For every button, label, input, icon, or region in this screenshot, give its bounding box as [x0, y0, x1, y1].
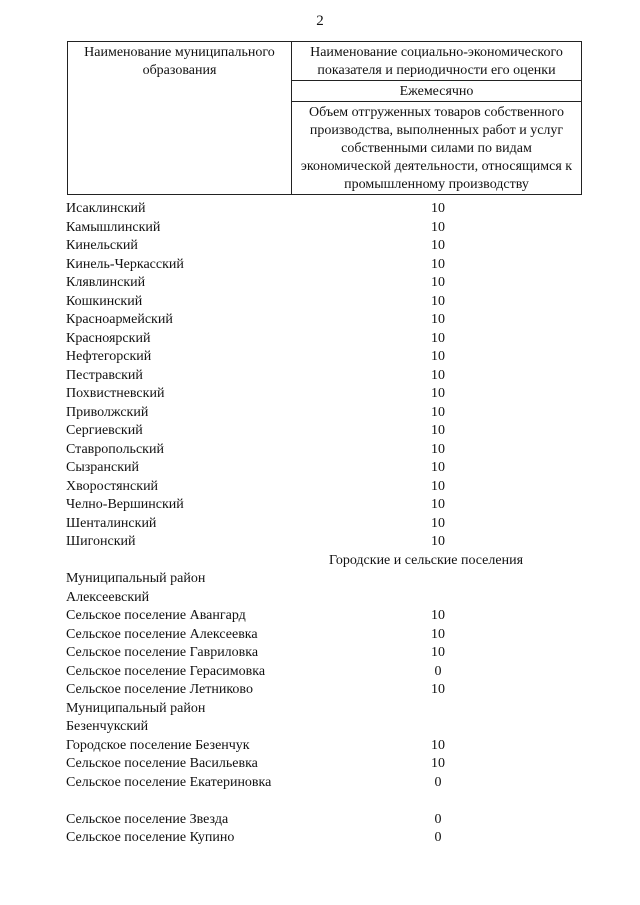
row-name: Шенталинский [66, 515, 157, 531]
row-name: Сельское поселение Герасимовка [66, 663, 266, 679]
row-value: 10 [431, 404, 445, 420]
table-row [66, 293, 586, 312]
row-value: 10 [431, 238, 445, 253]
table-row [66, 256, 586, 275]
row-value: 0 [434, 811, 442, 827]
header-indicator-title: Наименование социально-экономического показателя и периодичности его оценки [310, 45, 563, 78]
table-row [66, 533, 586, 552]
table-row [66, 515, 586, 534]
group-heading-line2: Безенчукский [66, 719, 149, 734]
row-name: Пестравский [66, 367, 143, 383]
row-name: Кошкинский [66, 293, 143, 309]
table-row [66, 311, 586, 330]
table-row [66, 829, 586, 848]
row-value: 10 [431, 330, 445, 346]
header-periodicity-cell [292, 81, 582, 102]
row-name: Сергиевский [66, 423, 143, 438]
row-name: Похвистневский [66, 386, 165, 401]
row-value: 10 [431, 497, 445, 512]
table-row [66, 441, 586, 460]
row-value: 10 [431, 219, 445, 235]
table-row [66, 200, 586, 219]
row-name: Сельское поселение Васильевка [66, 756, 258, 771]
row-name: Нефтегорский [66, 349, 152, 364]
row-value: 10 [431, 534, 445, 549]
table-row [66, 422, 586, 441]
row-name: Хворостянский [66, 478, 159, 494]
row-value: 10 [431, 201, 445, 216]
row-value: 10 [431, 349, 445, 364]
header-municipality-label: Наименование муниципального образования [84, 45, 275, 78]
row-name: Камышлинский [66, 219, 161, 235]
row-name: Сызранский [66, 460, 139, 475]
section-title-row [66, 552, 586, 571]
row-value: 10 [431, 312, 445, 327]
row-name: Красноярский [66, 330, 151, 346]
row-name: Кинель-Черкасский [66, 256, 184, 272]
table-row [66, 663, 586, 682]
table-row [66, 478, 586, 497]
row-value: 10 [431, 256, 445, 272]
row-value: 10 [431, 478, 445, 494]
group-heading-row [66, 718, 586, 737]
row-name: Сельское поселение Летниково [66, 682, 253, 697]
row-value: 0 [434, 830, 442, 845]
row-value: 0 [434, 663, 442, 679]
page-number: 2 [316, 13, 324, 29]
group-heading-line1: Муниципальный район [66, 700, 206, 716]
table-row [66, 385, 586, 404]
row-name: Челно-Вершинский [66, 497, 184, 512]
group-heading-row [66, 570, 586, 589]
row-name: Кинельский [66, 238, 138, 253]
header-municipality-cell [68, 42, 292, 195]
table-row [66, 348, 586, 367]
header-indicator-cell [292, 102, 582, 195]
header-table [67, 41, 582, 195]
header-indicator-title-cell [292, 42, 582, 81]
table-row [66, 626, 586, 645]
table-row [66, 274, 586, 293]
table-row [66, 367, 586, 386]
row-value: 10 [431, 626, 445, 642]
group-heading-row [66, 700, 586, 719]
group-heading-row [66, 589, 586, 608]
data-rows [66, 200, 586, 848]
row-name: Сельское поселение Алексеевка [66, 626, 258, 642]
table-row [66, 496, 586, 515]
row-value: 10 [431, 441, 445, 457]
row-name: Шигонский [66, 534, 136, 549]
table-row [66, 404, 586, 423]
row-value: 10 [431, 515, 445, 531]
group-heading-line2: Алексеевский [66, 589, 150, 605]
row-value: 10 [431, 737, 445, 753]
row-name: Сельское поселение Екатериновка [66, 774, 272, 790]
row-name: Красноармейский [66, 312, 173, 327]
table-row [66, 681, 586, 700]
header-indicator: Объем отгруженных товаров собственного производства, выполненных работ и услуг собственными силами по видам экономической деятельности, относящимся к промышленному производству [300, 105, 573, 192]
row-value: 10 [431, 608, 445, 623]
row-value: 10 [431, 756, 445, 771]
row-name: Ставропольский [66, 441, 164, 457]
row-name: Исаклинский [66, 201, 146, 216]
table-row [66, 219, 586, 238]
table-row [66, 774, 586, 793]
table-row [66, 237, 586, 256]
row-name: Сельское поселение Звезда [66, 811, 229, 827]
row-value: 10 [431, 423, 445, 438]
row-name: Сельское поселение Купино [66, 830, 235, 845]
group-heading-line1: Муниципальный район [66, 571, 206, 586]
table-row [66, 607, 586, 626]
table-row [66, 644, 586, 663]
row-value: 10 [431, 275, 445, 290]
row-value: 10 [431, 682, 445, 697]
table-row [66, 330, 586, 349]
header-periodicity: Ежемесячно [399, 84, 474, 99]
table-row [66, 459, 586, 478]
table-row [66, 755, 586, 774]
row-name: Городское поселение Безенчук [66, 737, 250, 753]
row-value: 10 [431, 386, 445, 401]
row-name: Приволжский [66, 404, 149, 420]
table-row [66, 811, 586, 830]
section-title: Городские и сельские поселения [328, 552, 524, 568]
row-name: Сельское поселение Авангард [66, 608, 246, 623]
row-name: Сельское поселение Гавриловка [66, 645, 259, 660]
row-value: 10 [431, 367, 445, 383]
table-row [66, 737, 586, 756]
row-value: 10 [431, 460, 445, 475]
row-value: 0 [434, 774, 442, 790]
row-gap [66, 792, 586, 811]
row-value: 10 [431, 293, 445, 309]
row-name: Клявлинский [66, 275, 146, 290]
row-value: 10 [431, 645, 445, 660]
